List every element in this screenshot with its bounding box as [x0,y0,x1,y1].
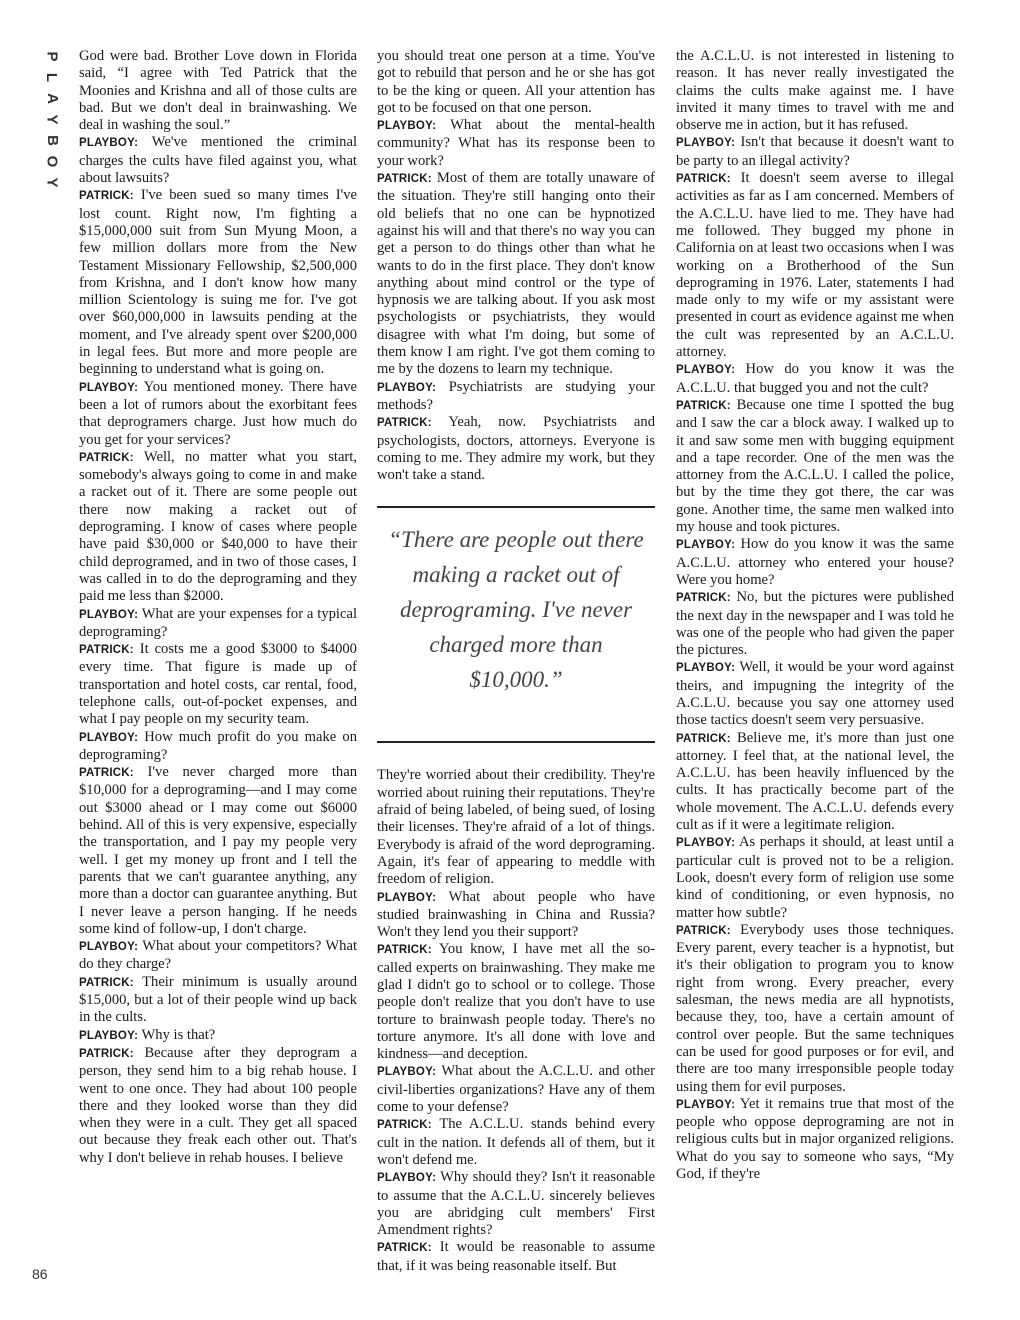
speaker-label: PATRICK: [79,644,134,657]
speaker-label: PLAYBOY: [676,662,736,675]
paragraph-text: What about your competitors? What do they charge? [79,938,358,973]
speaker-label: PLAYBOY: [79,137,139,150]
paragraph-text: The A.C.L.U. stands behind every cult in the nation. It defends all of them, but it won't defend me. [377,1116,655,1168]
speaker-label: PLAYBOY: [377,1066,437,1079]
interview-paragraph [676,536,954,589]
paragraph-text: Most of them are totally unaware of the situation. They're still hanging onto their old beliefs that no one can be hypnotized against his will and that there's no way you can get a person to do things other than what he wants to do in the first place. They don't know anything about mind control or the type of hypnosis we are talking about. If you ask most psychologists or psychiatrists, they would disagree with what I'm doing, but some of them know I am right. I've got them coming to me by the dozens to learn my technique. [377,170,656,378]
interview-paragraph [79,48,357,134]
paragraph-text: Believe me, it's more than just one attorney. I feel that, at the national level, the A.C.L.U. has been heavily influenced by the cults. It has practically become part of the whole movement. The A.C.L.U. defends every cult as if it were a legitimate religion. [676,729,954,834]
interview-paragraph [377,889,655,942]
interview-paragraph [79,187,357,378]
speaker-label: PATRICK: [676,399,731,412]
paragraph-text: What about the A.C.L.U. and other civil-liberties organizations? Have any of them come to your defense? [377,1063,655,1116]
speaker-label: PATRICK: [79,451,134,464]
interview-paragraph [79,729,357,765]
vertical-label-letter: A [43,93,61,104]
interview-paragraph [377,941,655,1063]
interview-paragraph [676,361,954,397]
interview-paragraph [377,1116,655,1169]
paragraph-text: It doesn't seem averse to illegal activities as far as I am concerned. Members of the A.C.L.U. have lied to me. They have had me followed. They bugged my phone in California on at least two occasions when I was working on a Brotherhood of the Sun deprograming in 1976. Later, statements I had made only to my wife or my assistant were presented in court as evidence against me when the cult was represented by an A.C.L.U. attorney. [676,170,955,361]
interview-paragraph [79,641,357,728]
speaker-label: PATRICK: [377,173,432,186]
paragraph-text: Well, it would be your word against theirs, and impugning the integrity of the A.C.L.U. because you say one attorney used those tactics doesn't seem very persuasive. [676,659,954,729]
paragraph-text: Why should they? Isn't it reasonable to assume that the A.C.L.U. sincerely believes you are abridging cult members' First Amendment rights? [377,1169,655,1239]
interview-paragraph [676,134,954,170]
paragraph-text: the A.C.L.U. is not interested in listening to reason. It has never really investigated the claims the cults make against me. I have invited it many times to travel with me and observe me in action, but it has refused. [676,48,954,134]
interview-paragraph [676,397,954,536]
pull-quote: “There are people out there making a racket out of deprograming. I've never charged more than $10,000.” [377,506,655,743]
interview-paragraph [377,1063,655,1116]
paragraph-text: How do you know it was the same A.C.L.U. attorney who entered your house? Were you home? [676,536,954,588]
speaker-label: PLAYBOY: [676,837,736,850]
vertical-label-letter: Y [43,177,61,188]
interview-paragraph [377,414,655,484]
column-3 [676,48,954,1183]
paragraph-text: It costs me a good $3000 to $4000 every time. That figure is made up of transportation and hotel costs, car rental, food, telephone calls, out-of-pocket expenses, and what I pay people on my security team. [79,641,357,728]
speaker-label: PLAYBOY: [676,1098,736,1111]
interview-paragraph [676,834,954,921]
column-2 [377,48,655,1275]
speaker-label: PATRICK: [79,767,134,780]
interview-paragraph [79,134,357,187]
paragraph-text: You mentioned money. There have been a lot of rumors about the exorbitant fees that deprogramers charge. Just how much do you get for your services? [79,378,357,448]
interview-paragraph [676,589,954,659]
paragraph-text: Everybody uses those techniques. Every parent, every teacher is a hypnotist, but it's their obligation to program you to know right from wrong. Every preacher, every salesman, the news media are all hypnotists, because they, too, have a certain amount of control over people. But the same techniques can be used for good purposes or for evil, and there are too many irresponsible people today using them for evil purposes. [676,921,954,1095]
interview-paragraph [79,1027,357,1045]
paragraph-text: I've been sued so many times I've lost count. Right now, I'm fighting a $15,000,000 suit from Sun Myung Moon, a few million dollars more from the New Testament Missionary Fellowship, $2,500,000 from Krishna, and I don't know how many million Scientology is suing me for. I've got over $60,000,000 in lawsuits pending at the moment, and I've already spent over $200,000 in legal fees. But more and more people are beginning to understand what is going on. [79,187,357,378]
interview-paragraph [79,938,357,974]
paragraph-text: They're worried about their credibility. They're worried about ruining their reputations. They're afraid of being labeled, of being sued, of losing their licenses. They're afraid of a lot of things. Everybody is afraid of the word deprograming. Again, it's fear of appearing to meddle with freedom of religion. [377,767,655,888]
interview-paragraph [377,117,655,170]
interview-paragraph [79,449,357,606]
interview-paragraph [676,1096,954,1183]
speaker-label: PATRICK: [79,190,134,203]
interview-paragraph [676,730,954,835]
speaker-label: PLAYBOY: [79,731,139,744]
paragraph-text: We've mentioned the criminal charges the cults have filed against you, what about lawsuits? [79,134,357,187]
speaker-label: PATRICK: [676,592,731,605]
interview-paragraph [377,1169,655,1239]
interview-paragraph [377,48,655,117]
column-2-bottom [377,767,655,1275]
speaker-label: PLAYBOY: [676,364,736,377]
paragraph-text: How do you know it was the A.C.L.U. that bugged you and not the cult? [676,361,954,396]
paragraph-text: Their minimum is usually around $15,000, but a lot of their people wind up back in the cults. [79,973,357,1026]
speaker-label: PLAYBOY: [676,137,736,150]
speaker-label: PLAYBOY: [377,891,437,904]
interview-paragraph [676,170,954,361]
speaker-label: PATRICK: [79,1047,134,1060]
vertical-label-letter: L [43,72,61,83]
paragraph-text: Yeah, now. Psychiatrists and psychologists, doctors, attorneys. Everyone is coming to me. They admire my work, but they won't take a stand. [377,414,655,484]
vertical-label-letter: O [43,155,61,168]
speaker-label: PLAYBOY: [79,381,139,394]
paragraph-text: Isn't that because it doesn't want to be party to an illegal activity? [676,134,954,169]
speaker-label: PATRICK: [676,173,731,186]
speaker-label: PATRICK: [676,924,731,937]
speaker-label: PATRICK: [676,732,731,745]
paragraph-text: Because after they deprogram a person, they send him to a big rehab house. I went to one once. They had about 100 people there and they looked worse than they did when they were in a cult. They get all spaced out because they freak each other out. That's why I don't believe in rehab houses. I believe [79,1044,357,1166]
vertical-label-letter: P [43,51,61,62]
vertical-label-letter: B [43,135,61,146]
interview-paragraph [79,606,357,642]
paragraph-text: It would be reasonable to assume that, if it was being reasonable itself. But [377,1239,656,1274]
paragraph-text: Why is that? [141,1026,216,1043]
speaker-label: PLAYBOY: [377,120,437,133]
page-number: 86 [32,1266,48,1282]
paragraph-text: What about the mental-health community? What has its response been to your work? [377,117,655,169]
interview-paragraph [676,922,954,1096]
column-1 [79,48,357,1167]
paragraph-text: Psychiatrists are studying your methods? [377,378,655,413]
vertical-label-letter: Y [43,114,61,125]
speaker-label: PATRICK: [377,417,432,430]
paragraph-text: you should treat one person at a time. You've got to rebuild that person and he or she has got to be the king or queen. All your attention has got to be focused on that one person. [377,48,655,116]
paragraph-text: What are your expenses for a typical deprograming? [79,605,357,640]
paragraph-text: What about people who have studied brainwashing in China and Russia? Won't they lend you their support? [377,888,656,941]
interview-paragraph [79,764,357,938]
interview-paragraph [79,974,357,1027]
paragraph-text: No, but the pictures were published the next day in the newspaper and I was told he was one of the people who had given the paper the pictures. [676,589,954,659]
interview-paragraph [79,1045,357,1167]
column-2-top [377,48,655,484]
paragraph-text: You know, I have met all the so-called experts on brainwashing. They make me glad I didn't go to school or to college. Those people don't realize that you don't have to use torture to brainwash people today. There's no torture anymore. It's all done with love and kindness—and deception. [377,941,656,1063]
interview-paragraph [79,379,357,449]
paragraph-text: I've never charged more than $10,000 for a deprograming—and I may come out $3000 ahead or I may come out $6000 behind. All of this is very expensive, especially the transportation, and I pay my people very well. I get my money up front and I tell the parents that we can't guarantee anything, any more than a doctor can guarantee anything. But I never leave a person hanging. If he needs some kind of follow-up, I don't charge. [79,764,358,937]
interview-paragraph [377,1239,655,1275]
magazine-vertical-label [40,46,64,193]
interview-paragraph [676,659,954,729]
paragraph-text: Yet it remains true that most of the people who oppose deprograming are not in religious cults but in major organized religions. What do you say to someone who says, “My God, if they're [676,1095,954,1182]
speaker-label: PLAYBOY: [79,608,139,621]
speaker-label: PLAYBOY: [79,941,139,954]
paragraph-text: How much profit do you make on deprograming? [79,728,357,763]
paragraph-text: Because one time I spotted the bug and I saw the car a block away. I walked up to it and saw some men with bugging equipment and a tape recorder. One of the men was the attorney from the A.C.L.U. I called the police, but by the time they got there, the car was gone. Another time, the same men walked into my house and took pictures. [676,396,954,536]
speaker-label: PLAYBOY: [79,1029,139,1042]
paragraph-text: As perhaps it should, at least until a particular cult is proved not to be a religion. Look, doesn't every form of religion use some kind of conditioning, or even hypnosis, no matter how subtle? [676,834,954,921]
speaker-label: PATRICK: [377,944,432,957]
speaker-label: PATRICK: [377,1242,432,1255]
speaker-label: PLAYBOY: [377,1172,437,1185]
interview-paragraph [676,48,954,134]
interview-paragraph [377,767,655,888]
speaker-label: PLAYBOY: [676,539,736,552]
interview-paragraph [377,170,655,379]
speaker-label: PLAYBOY: [377,381,437,394]
speaker-label: PATRICK: [79,976,134,989]
paragraph-text: Well, no matter what you start, somebody's always going to come in and make a racket out of it. There are some people out there now making a racket out of deprograming. I know of cases where people have paid $30,000 or $40,000 to have their child deprogramed, and in two of those cases, I was called in to do the deprograming and they paid me less than $2000. [79,448,357,605]
speaker-label: PATRICK: [377,1119,432,1132]
interview-paragraph [377,379,655,415]
paragraph-text: God were bad. Brother Love down in Florida said, “I agree with Ted Patrick that the Moonies and Krishna and all of those cults are bad. But we don't deal in brainwashing. We deal in washing the soul.” [79,48,357,134]
